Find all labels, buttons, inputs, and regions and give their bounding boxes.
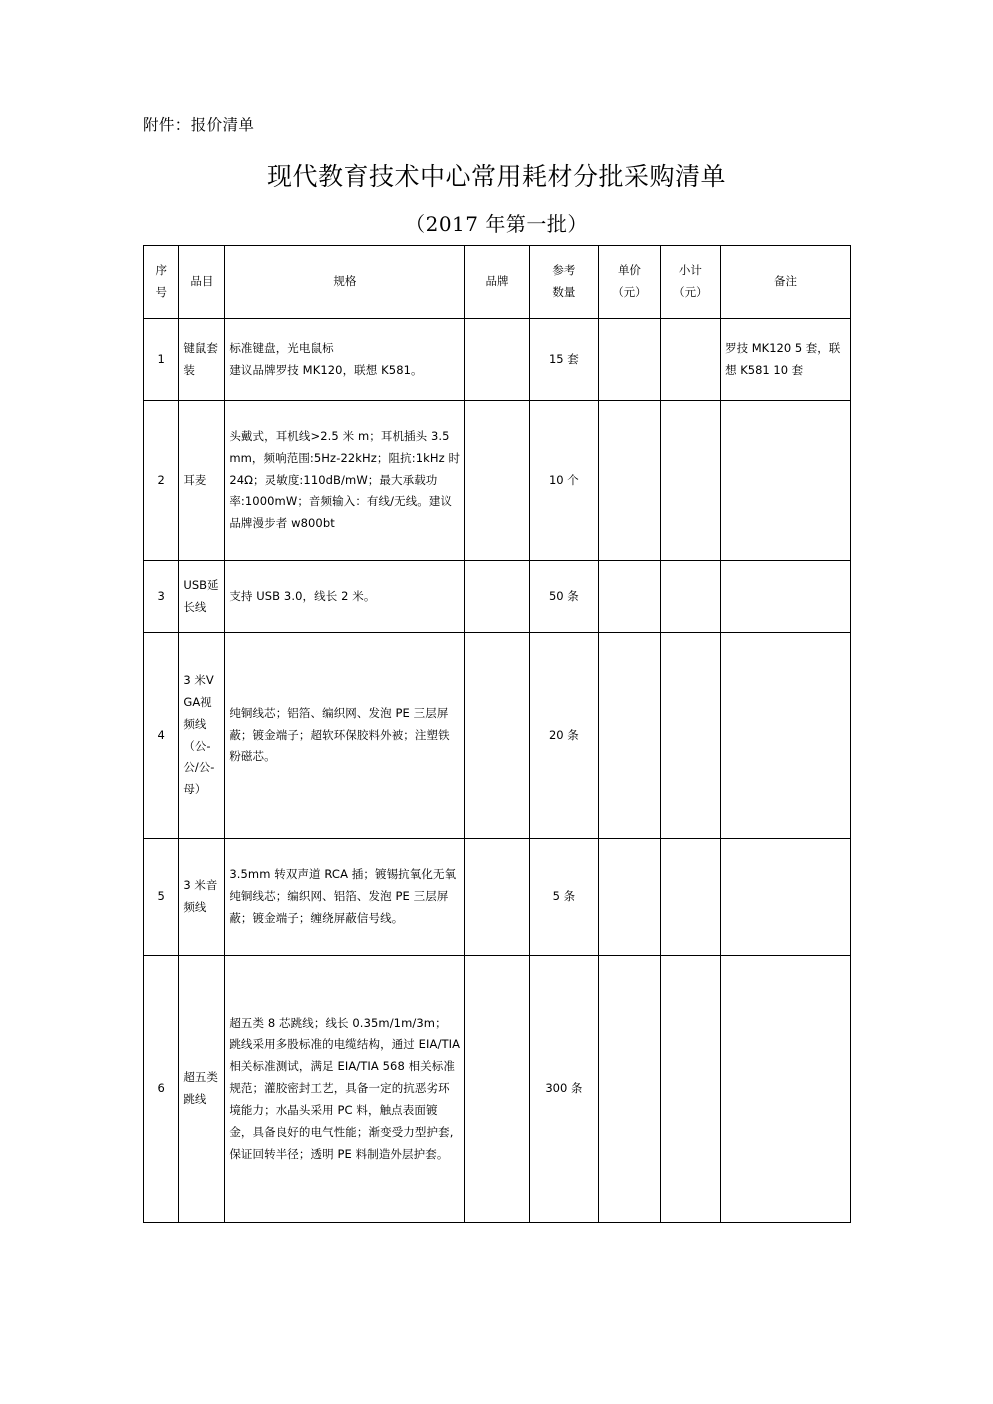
- cell-item: 超五类跳线: [179, 956, 225, 1223]
- cell-spec: 超五类 8 芯跳线；线长 0.35m/1m/3m； 跳线采用多股标准的电缆结构，通过 EIA/TIA 相关标准测试，满足 EIA/TIA 568 相关标准规范；灌胶密封工艺，具备一定的抗恶劣环境能力；水晶头采用 PC 料，触点表面镀金，具备良好的电气性能；渐变受力型护套,保证回转半径；透明 PE 料制造外层护套。: [225, 956, 465, 1223]
- cell-item: USB延长线: [179, 561, 225, 633]
- column-header-note: 备注: [721, 246, 851, 319]
- column-header-unit-price: [599, 246, 661, 319]
- cell-item: 键鼠套装: [179, 319, 225, 401]
- cell-spec: 3.5mm 转双声道 RCA 插；镀锡抗氧化无氧纯铜线芯；编织网、铝箔、发泡 PE 三层屏蔽；镀金端子；缠绕屏蔽信号线。: [225, 839, 465, 956]
- column-header-unit-price-line2: （元）: [612, 285, 647, 299]
- cell-unit-price: [599, 839, 661, 956]
- cell-brand: [465, 839, 529, 956]
- cell-note: [721, 633, 851, 839]
- cell-no: 3: [144, 561, 179, 633]
- column-header-brand: 品牌: [465, 246, 529, 319]
- table-row: [144, 956, 851, 1223]
- cell-item: 耳麦: [179, 401, 225, 561]
- cell-quantity: 5 条: [529, 839, 599, 956]
- table-row: [144, 401, 851, 561]
- cell-unit-price: [599, 401, 661, 561]
- cell-unit-price: [599, 633, 661, 839]
- cell-subtotal: [660, 319, 720, 401]
- cell-unit-price: [599, 956, 661, 1223]
- cell-note: [721, 401, 851, 561]
- cell-quantity: 50 条: [529, 561, 599, 633]
- cell-brand: [465, 633, 529, 839]
- column-header-no-line2: 号: [155, 285, 167, 299]
- cell-quantity: 20 条: [529, 633, 599, 839]
- cell-no: 4: [144, 633, 179, 839]
- cell-spec: 纯铜线芯；铝箔、编织网、发泡 PE 三层屏蔽；镀金端子；超软环保胶料外被；注塑铁粉磁芯。: [225, 633, 465, 839]
- column-header-unit-price-line1: 单价: [617, 263, 641, 278]
- column-header-subtotal-line1: 小计: [678, 263, 702, 278]
- cell-subtotal: [660, 839, 720, 956]
- table-header-row: [144, 246, 851, 319]
- column-header-quantity-line2: 数量: [552, 285, 576, 299]
- cell-quantity: 15 套: [529, 319, 599, 401]
- column-header-spec: 规格: [225, 246, 465, 319]
- cell-spec: 头戴式，耳机线>2.5 米 m；耳机插头 3.5 mm，频响范围:5Hz-22kHz；阻抗:1kHz 时 24Ω；灵敏度:110dB/mW；最大承载功率:1000mW；音频输入：有线/无线。建议品牌漫步者 w800bt: [225, 401, 465, 561]
- cell-note: [721, 561, 851, 633]
- cell-quantity: 10 个: [529, 401, 599, 561]
- column-header-item: 品目: [179, 246, 225, 319]
- cell-unit-price: [599, 561, 661, 633]
- cell-item: 3 米VGA视频线（公-公/公-母）: [179, 633, 225, 839]
- column-header-no: [144, 246, 179, 319]
- column-header-subtotal: [660, 246, 720, 319]
- column-header-quantity-line1: 参考: [552, 263, 576, 278]
- table-row: [144, 633, 851, 839]
- cell-subtotal: [660, 401, 720, 561]
- table-row: [144, 319, 851, 401]
- table-row: [144, 561, 851, 633]
- table-row: [144, 839, 851, 956]
- cell-note: 罗技 MK120 5 套，联想 K581 10 套: [721, 319, 851, 401]
- cell-subtotal: [660, 561, 720, 633]
- cell-brand: [465, 401, 529, 561]
- procurement-table: [143, 245, 851, 1223]
- column-header-quantity: [529, 246, 599, 319]
- cell-no: 5: [144, 839, 179, 956]
- cell-brand: [465, 956, 529, 1223]
- cell-unit-price: [599, 319, 661, 401]
- cell-subtotal: [660, 956, 720, 1223]
- cell-spec: 支持 USB 3.0，线长 2 米。: [225, 561, 465, 633]
- cell-quantity: 300 条: [529, 956, 599, 1223]
- cell-no: 6: [144, 956, 179, 1223]
- cell-no: 1: [144, 319, 179, 401]
- cell-no: 2: [144, 401, 179, 561]
- column-header-no-line1: 序: [155, 263, 167, 278]
- cell-note: [721, 839, 851, 956]
- column-header-subtotal-line2: （元）: [673, 285, 708, 299]
- cell-subtotal: [660, 633, 720, 839]
- cell-brand: [465, 319, 529, 401]
- cell-spec: 标准键盘，光电鼠标 建议品牌罗技 MK120，联想 K581。: [225, 319, 465, 401]
- page-title: 现代教育技术中心常用耗材分批采购清单: [266, 162, 726, 191]
- cell-brand: [465, 561, 529, 633]
- cell-item: 3 米音频线: [179, 839, 225, 956]
- attachment-label: 附件：报价清单: [143, 116, 255, 134]
- cell-note: [721, 956, 851, 1223]
- table-body: [144, 319, 851, 1223]
- page-subtitle: （2017 年第一批）: [405, 212, 588, 236]
